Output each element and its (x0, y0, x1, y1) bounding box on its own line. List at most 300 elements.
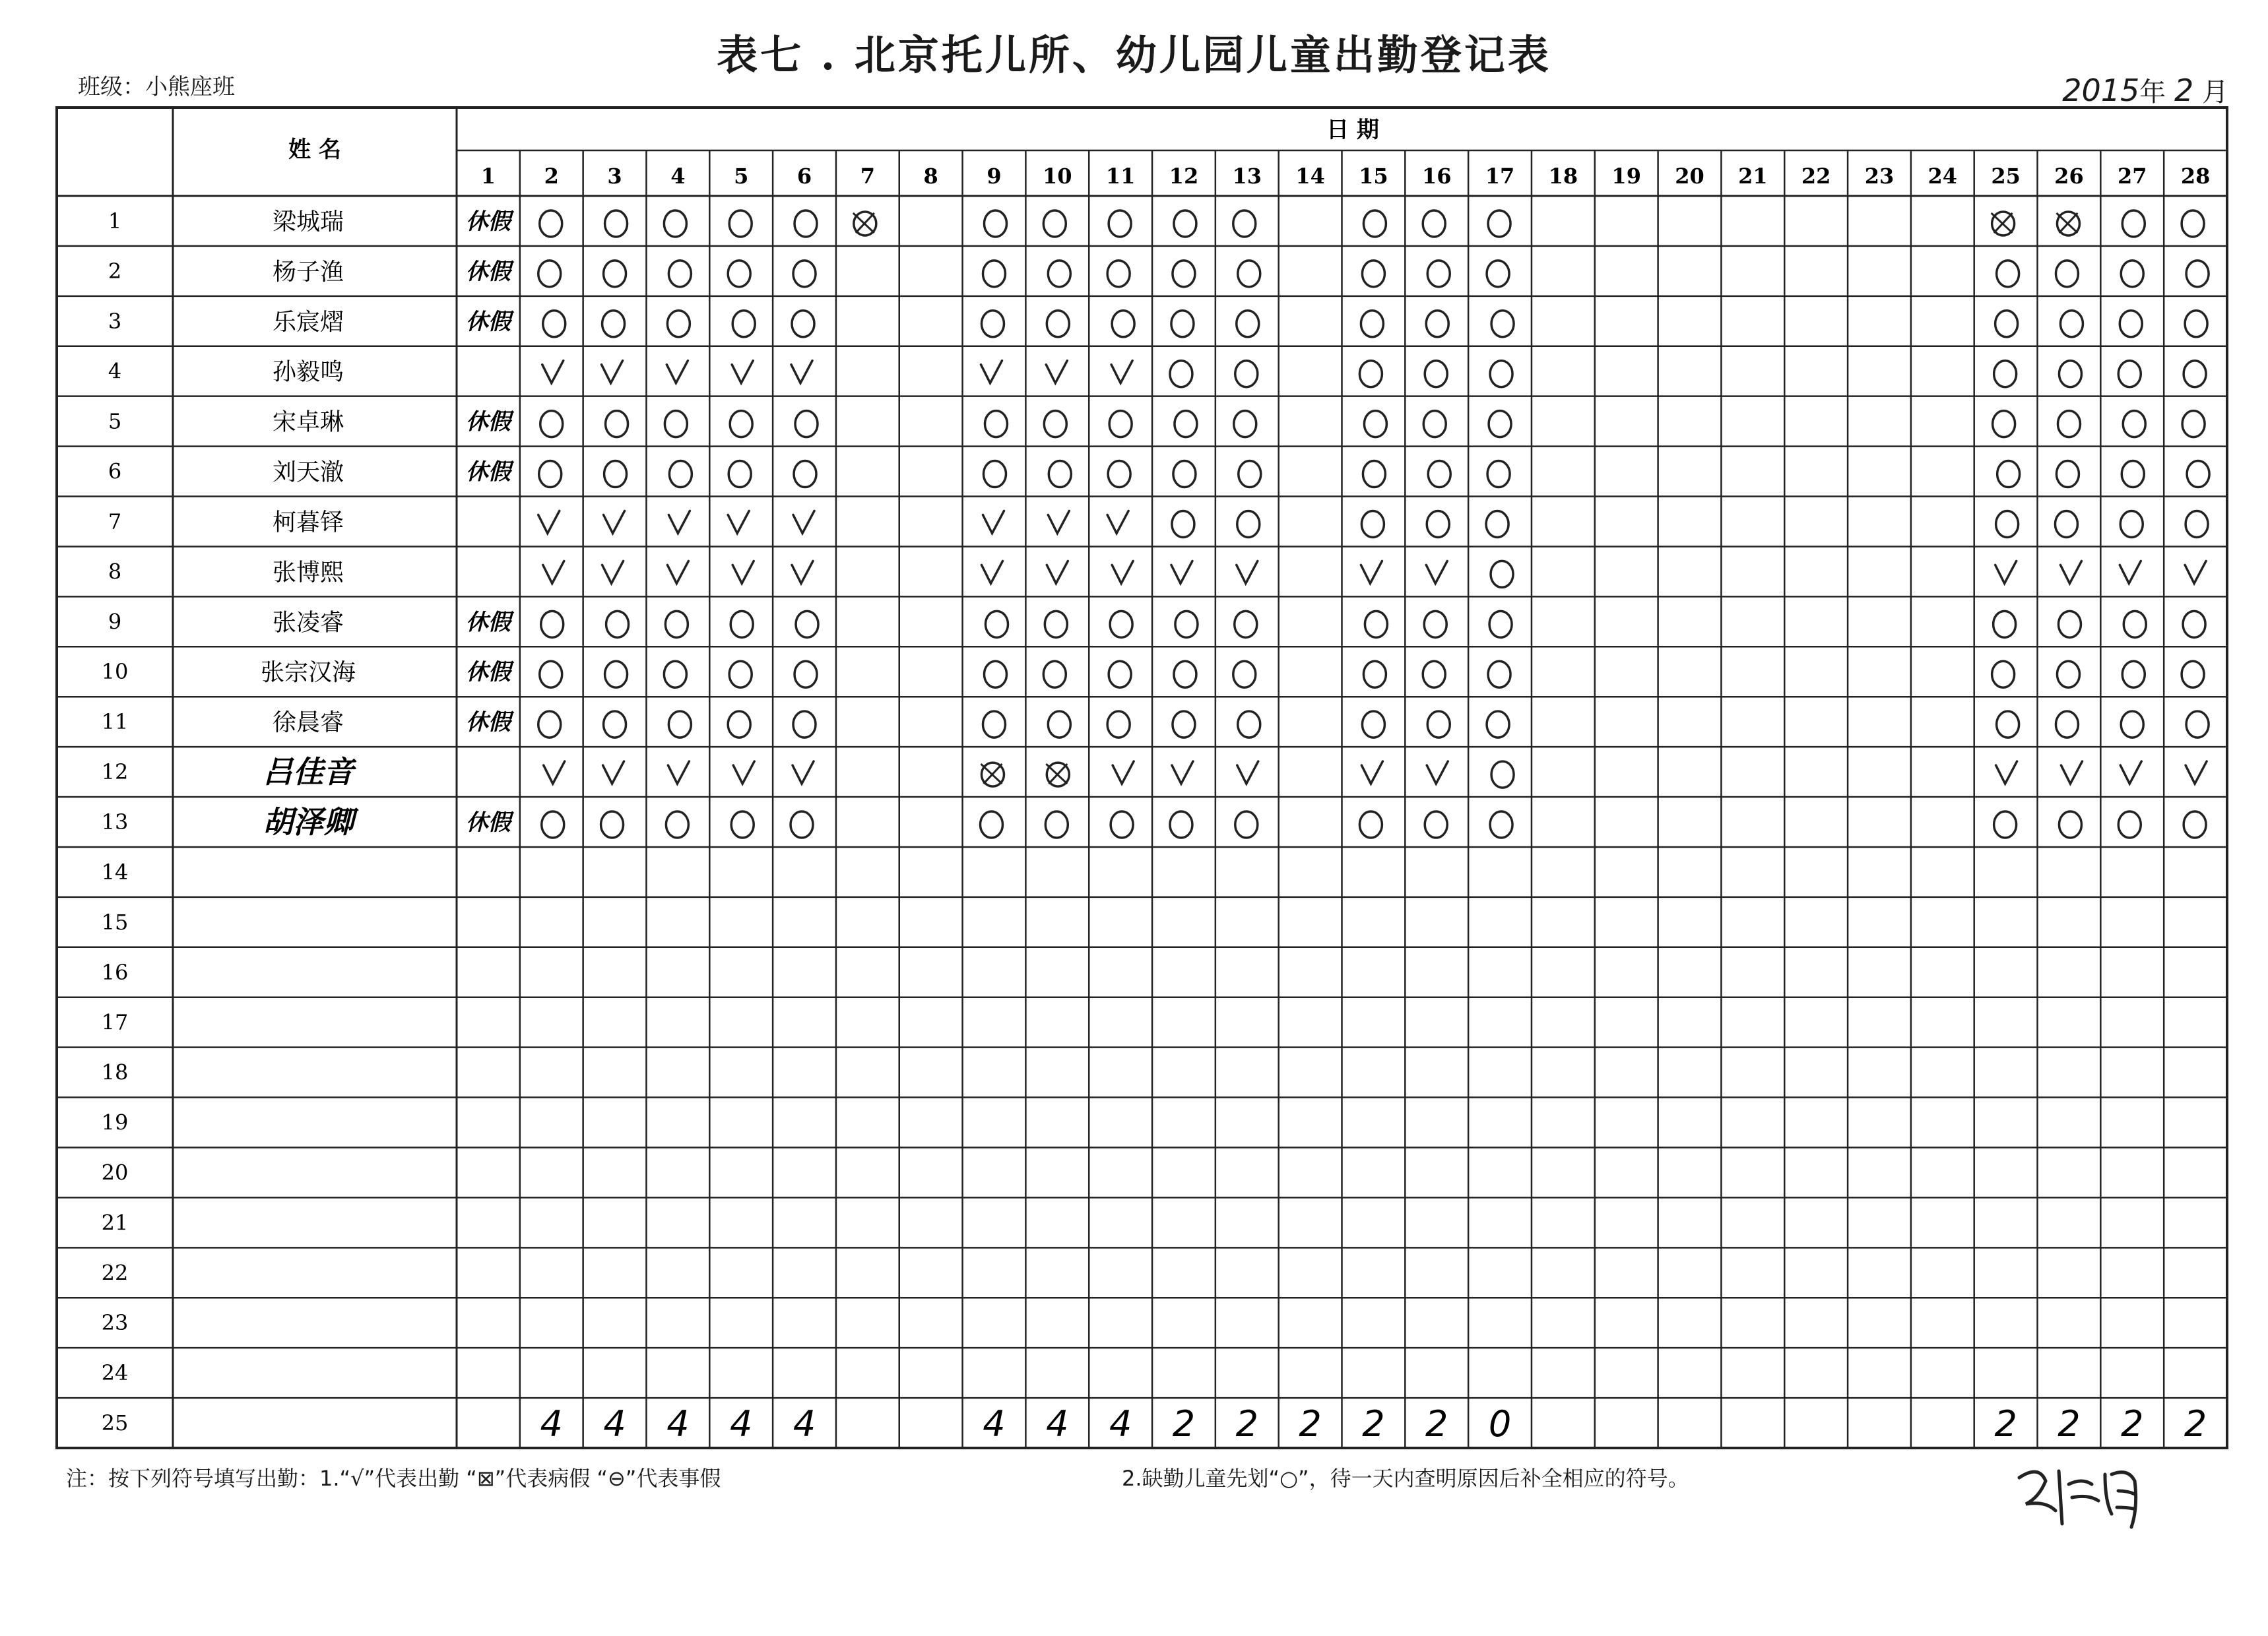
row-number: 23 (101, 1310, 129, 1336)
absent-mark (728, 711, 750, 738)
absent-mark (1489, 611, 1512, 637)
absent-mark (1048, 261, 1070, 287)
present-mark (604, 511, 625, 533)
present-mark (732, 561, 754, 583)
absent-mark (1043, 661, 1066, 687)
absent-mark (1237, 311, 1259, 337)
absent-mark (664, 661, 686, 687)
present-mark (1113, 761, 1134, 784)
row-number: 8 (108, 559, 122, 584)
class-label: 班级：小熊座班 (78, 74, 235, 100)
day-number: 6 (796, 164, 812, 189)
row-number: 12 (101, 759, 129, 785)
absent-mark (2122, 461, 2144, 488)
absent-mark (1488, 661, 1510, 687)
present-mark (603, 761, 624, 784)
row-number: 20 (101, 1160, 129, 1185)
absent-mark (664, 411, 687, 437)
absent-mark (1235, 811, 1258, 838)
row-number: 24 (101, 1360, 129, 1386)
row-number: 11 (101, 709, 129, 735)
row-number: 5 (108, 408, 122, 434)
present-mark (1237, 761, 1258, 784)
present-mark (2186, 761, 2207, 784)
present-mark (2120, 761, 2141, 784)
month-value: 2 (2174, 73, 2194, 108)
absent-mark (1997, 261, 2019, 287)
daily-total: 4 (603, 1403, 626, 1445)
absent-mark (1233, 661, 1256, 687)
absent-mark (1173, 261, 1195, 287)
present-mark (2120, 561, 2141, 583)
daily-total: 0 (1488, 1403, 1512, 1445)
day-number: 24 (1928, 164, 1958, 189)
absent-mark (1109, 210, 1131, 237)
absent-mark (2118, 811, 2141, 838)
child-name: 杨子渔 (272, 258, 344, 286)
absent-mark (2057, 411, 2080, 437)
absent-mark (2182, 661, 2204, 687)
absent-mark (1994, 811, 2017, 838)
present-mark (543, 561, 564, 583)
present-mark (667, 561, 688, 583)
absent-mark (1233, 210, 1256, 237)
absent-mark (1995, 311, 2018, 337)
absent-mark (1996, 511, 2019, 537)
absent-mark (729, 210, 752, 237)
present-mark (602, 361, 623, 383)
day-number: 17 (1485, 164, 1515, 189)
absent-mark (604, 261, 626, 287)
absent-mark (2123, 411, 2145, 437)
present-mark (538, 511, 560, 533)
absent-mark (1363, 661, 1386, 687)
absent-mark (2123, 611, 2146, 637)
day-number: 8 (923, 164, 938, 189)
absent-mark (1427, 511, 1449, 537)
absent-mark (2187, 461, 2209, 488)
row-number: 15 (101, 909, 129, 935)
absent-mark (1997, 711, 2019, 738)
absent-mark (1423, 411, 1446, 437)
absent-mark (2186, 711, 2209, 738)
absent-mark (1359, 361, 1382, 387)
absent-mark (1049, 461, 1071, 488)
day-number: 28 (2180, 164, 2211, 189)
absent-mark (2120, 311, 2142, 337)
daily-total: 4 (540, 1403, 563, 1445)
absent-mark (2118, 361, 2141, 387)
daily-total: 4 (983, 1403, 1006, 1445)
row-number: 17 (101, 1009, 129, 1035)
absent-mark (794, 210, 817, 237)
absent-mark (2186, 511, 2208, 537)
absence-note: 2.缺勤儿童先划“○”，待一天内查明原因后补全相应的符号。 (1122, 1466, 1689, 1491)
absent-mark (1048, 711, 1070, 738)
absent-mark (2182, 411, 2205, 437)
absent-mark (601, 811, 624, 838)
child-name: 宋卓琳 (272, 408, 344, 436)
absent-mark (1489, 411, 1511, 437)
absent-mark (1174, 661, 1196, 687)
absent-mark (1173, 711, 1195, 738)
absent-mark (1490, 361, 1512, 387)
absent-mark (980, 811, 1002, 838)
absent-mark (1424, 611, 1446, 637)
daily-total: 2 (1362, 1403, 1385, 1445)
present-mark (1171, 561, 1192, 583)
present-mark (1996, 761, 2017, 784)
row-number: 3 (108, 308, 122, 334)
absent-mark (1174, 210, 1196, 237)
present-mark (1995, 561, 2017, 583)
day-number: 7 (860, 164, 875, 189)
daily-total: 2 (1235, 1403, 1258, 1445)
present-mark (2185, 561, 2206, 583)
absent-mark (1359, 811, 1382, 838)
absent-mark (1423, 661, 1445, 687)
child-name: 张凌睿 (272, 609, 344, 637)
absent-mark (1490, 811, 1512, 838)
absent-mark (1172, 511, 1194, 537)
absent-mark (542, 811, 564, 838)
absent-mark (795, 411, 818, 437)
day-number: 18 (1548, 164, 1578, 189)
absent-mark (540, 210, 562, 237)
absent-mark (985, 611, 1008, 637)
absent-mark (2183, 611, 2205, 637)
absent-mark (1426, 311, 1448, 337)
day-number: 9 (987, 164, 1002, 189)
present-mark (1107, 511, 1128, 533)
present-mark (2060, 561, 2081, 583)
year-suffix: 年 (2139, 77, 2166, 108)
leave-mark: 休假 (465, 809, 511, 836)
absent-mark (1171, 311, 1194, 337)
daily-total: 4 (666, 1403, 690, 1445)
absent-mark (2056, 711, 2078, 738)
absent-mark (606, 611, 629, 637)
present-mark (983, 511, 1004, 533)
leave-mark: 休假 (465, 609, 511, 636)
child-name: 张博熙 (272, 559, 344, 586)
day-number: 14 (1295, 164, 1325, 189)
absent-mark (2055, 511, 2077, 537)
present-mark (668, 761, 689, 784)
present-mark (733, 761, 754, 784)
leave-mark: 休假 (465, 709, 511, 736)
present-mark (602, 561, 624, 583)
daily-total: 4 (730, 1403, 753, 1445)
absent-mark (792, 311, 814, 337)
absent-mark (540, 411, 563, 437)
absent-mark (538, 711, 561, 738)
leave-mark: 休假 (465, 659, 511, 686)
present-mark (981, 561, 1002, 583)
absent-mark (728, 261, 750, 287)
day-number: 26 (2054, 164, 2084, 189)
present-mark (1048, 511, 1069, 533)
absent-mark (1175, 411, 1197, 437)
absent-mark (793, 711, 816, 738)
absent-mark (983, 711, 1005, 738)
absent-mark (1491, 311, 1514, 337)
absent-mark (984, 210, 1006, 237)
absent-mark (1107, 711, 1130, 738)
absent-mark (794, 461, 816, 488)
present-mark (1046, 361, 1067, 383)
leave-mark: 休假 (465, 258, 511, 285)
absent-mark (983, 261, 1005, 287)
absent-mark (540, 661, 562, 687)
absent-mark (1045, 811, 1068, 838)
absent-mark (543, 311, 566, 337)
daily-total: 2 (2057, 1403, 2081, 1445)
row-number: 4 (108, 358, 122, 384)
absent-mark (1428, 461, 1450, 488)
day-number: 1 (480, 164, 496, 189)
present-mark (1237, 561, 1258, 583)
absent-mark (1491, 761, 1514, 788)
name-header: 姓 名 (288, 137, 341, 163)
child-name: 胡泽卿 (263, 804, 354, 840)
daily-total: 2 (1994, 1403, 2017, 1445)
absent-mark (1365, 611, 1387, 637)
absent-mark (1170, 361, 1192, 387)
row-number: 1 (108, 208, 122, 234)
absent-mark (1110, 611, 1132, 637)
child-name: 刘天澈 (272, 458, 344, 486)
day-number: 2 (544, 164, 559, 189)
present-mark (668, 511, 690, 533)
absent-mark (1234, 411, 1256, 437)
absent-mark (2185, 311, 2207, 337)
day-number: 12 (1169, 164, 1199, 189)
absent-mark (1992, 661, 2015, 687)
absent-mark (2121, 711, 2143, 738)
present-mark (793, 761, 814, 784)
absent-mark (1109, 661, 1131, 687)
absent-mark (729, 461, 751, 488)
absent-mark (602, 311, 625, 337)
absent-mark (1173, 461, 1196, 488)
daily-total: 2 (1299, 1403, 1322, 1445)
absent-mark (604, 461, 627, 488)
absent-mark (1235, 611, 1257, 637)
present-mark (981, 361, 1002, 383)
absent-mark (983, 461, 1006, 488)
absent-mark (729, 661, 752, 687)
absent-mark (1487, 261, 1509, 287)
row-number: 10 (101, 659, 129, 685)
day-number: 15 (1359, 164, 1388, 189)
absent-mark (794, 661, 817, 687)
absent-mark (1488, 210, 1510, 237)
present-mark (1112, 561, 1133, 583)
present-mark (1361, 761, 1382, 784)
day-number: 16 (1421, 164, 1452, 189)
present-mark (1427, 761, 1448, 784)
absent-mark (2059, 811, 2081, 838)
row-number: 9 (108, 609, 122, 635)
day-number: 23 (1864, 164, 1895, 189)
absent-mark (2056, 461, 2079, 488)
child-name: 吕佳音 (263, 754, 354, 790)
absent-mark (1363, 461, 1385, 488)
absent-mark (2122, 210, 2145, 237)
absent-mark (1362, 711, 1384, 738)
absent-mark (791, 811, 813, 838)
absent-mark (1112, 311, 1134, 337)
absent-mark (985, 411, 1007, 437)
absent-mark (981, 311, 1004, 337)
absent-mark (1423, 210, 1445, 237)
legend-note: 注：按下列符号填写出勤：1.“√”代表出勤 “⊠”代表病假 “⊖”代表事假 (66, 1466, 721, 1491)
row-number: 18 (101, 1059, 129, 1085)
child-name: 乐宸熠 (272, 308, 344, 336)
present-mark (1111, 361, 1132, 383)
absent-mark (730, 411, 752, 437)
row-number: 21 (101, 1210, 129, 1236)
row-number: 13 (101, 809, 129, 834)
present-mark (2061, 761, 2082, 784)
row-number: 22 (101, 1260, 129, 1286)
absent-mark (1994, 361, 2017, 387)
absent-mark (538, 261, 561, 287)
absent-mark (2060, 311, 2083, 337)
leave-mark: 休假 (465, 458, 511, 486)
absent-mark (1109, 411, 1132, 437)
absent-mark (2059, 361, 2081, 387)
daily-total: 4 (1109, 1403, 1132, 1445)
absent-mark (2121, 261, 2143, 287)
absent-mark (665, 611, 688, 637)
absent-mark (1239, 461, 1261, 488)
row-number: 2 (108, 258, 122, 284)
row-number: 16 (101, 959, 129, 985)
absent-mark (2120, 511, 2143, 537)
absent-mark (1363, 210, 1386, 237)
absent-mark (984, 661, 1006, 687)
absent-mark (667, 311, 690, 337)
child-name: 徐晨睿 (272, 709, 344, 737)
row-number: 6 (108, 458, 122, 484)
month-suffix: 月 (2202, 77, 2228, 108)
present-mark (728, 511, 749, 533)
year-value: 2015 (2062, 73, 2140, 108)
absent-mark (2056, 261, 2078, 287)
present-mark (792, 561, 813, 583)
absent-mark (1043, 210, 1066, 237)
day-number: 27 (2118, 164, 2147, 189)
leave-mark: 休假 (465, 408, 511, 435)
day-number: 10 (1043, 164, 1072, 189)
child-name: 孙毅鸣 (272, 358, 344, 386)
absent-mark (2058, 611, 2081, 637)
row-number: 14 (101, 859, 129, 885)
absent-mark (1045, 611, 1067, 637)
absent-mark (1361, 311, 1383, 337)
daily-total: 4 (793, 1403, 816, 1445)
present-mark (791, 361, 812, 383)
present-mark (544, 761, 565, 784)
absent-mark (666, 811, 688, 838)
absent-mark (1427, 711, 1450, 738)
absent-mark (2182, 210, 2204, 237)
page-title: 表七 . 北京托儿所、幼儿园儿童出勤登记表 (717, 31, 1551, 79)
absent-mark (669, 461, 692, 488)
absent-mark (668, 711, 691, 738)
absent-mark (2184, 361, 2206, 387)
present-mark (1361, 561, 1382, 583)
child-name: 张宗汉海 (260, 659, 356, 687)
absent-mark (1047, 311, 1069, 337)
absent-mark (1491, 561, 1513, 587)
day-number: 21 (1738, 164, 1768, 189)
absent-mark (1111, 811, 1133, 838)
day-number: 13 (1232, 164, 1262, 189)
absent-mark (1238, 711, 1260, 738)
absent-mark (668, 261, 691, 287)
absent-mark (1044, 411, 1066, 437)
child-name: 梁城瑞 (272, 208, 344, 236)
day-number: 22 (1801, 164, 1831, 189)
present-mark (542, 361, 564, 383)
absent-mark (731, 811, 754, 838)
absent-mark (1427, 261, 1450, 287)
absent-mark (605, 661, 628, 687)
absent-mark (2186, 261, 2209, 287)
day-number: 19 (1611, 164, 1641, 189)
absent-mark (2122, 661, 2145, 687)
present-mark (793, 511, 814, 533)
absent-mark (2184, 811, 2206, 838)
absent-mark (605, 210, 628, 237)
absent-mark (1237, 511, 1260, 537)
absent-mark (1425, 811, 1447, 838)
present-mark (1172, 761, 1193, 784)
absent-mark (606, 411, 628, 437)
absent-mark (1361, 511, 1384, 537)
day-number: 25 (1991, 164, 2021, 189)
absent-mark (1487, 711, 1509, 738)
child-name: 柯暮铎 (272, 509, 344, 536)
absent-mark (1486, 511, 1508, 537)
absent-mark (1238, 261, 1260, 287)
absent-mark (1993, 411, 2015, 437)
absent-mark (1997, 461, 2020, 488)
absent-mark (1364, 411, 1386, 437)
absent-mark (604, 711, 626, 738)
present-mark (732, 361, 753, 383)
daily-total: 2 (1172, 1403, 1196, 1445)
day-number: 5 (734, 164, 749, 189)
daily-total: 2 (2184, 1403, 2207, 1445)
absent-mark (541, 611, 564, 637)
absent-mark (796, 611, 818, 637)
absent-mark (1170, 811, 1192, 838)
day-number: 11 (1105, 164, 1136, 189)
absent-mark (1175, 611, 1198, 637)
absent-mark (2057, 661, 2079, 687)
leave-mark: 休假 (465, 208, 511, 235)
daily-total: 2 (1425, 1403, 1448, 1445)
day-number: 20 (1675, 164, 1704, 189)
absent-mark (1362, 261, 1384, 287)
daily-total: 2 (2121, 1403, 2144, 1445)
absent-mark (793, 261, 816, 287)
absent-mark (1107, 261, 1130, 287)
